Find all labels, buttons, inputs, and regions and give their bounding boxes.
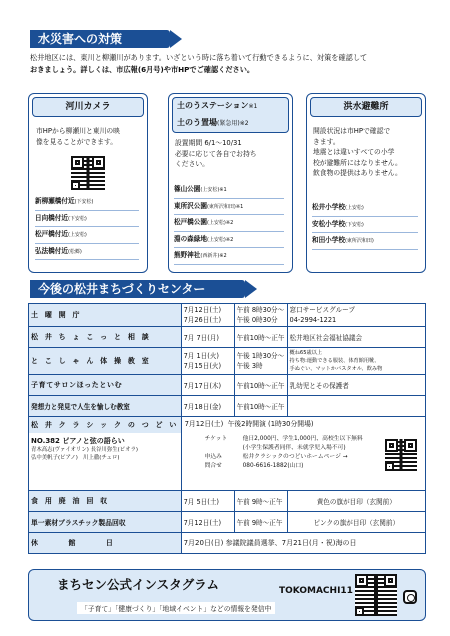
event-info	[287, 396, 425, 417]
list-item: 淵の森緑地(上安松)※2	[174, 232, 284, 249]
event-name: 子育てサロンほったといむ	[29, 375, 182, 396]
body-line: ください。	[175, 160, 209, 168]
flood-intro-line: おきましょう。詳しくは、市広報(6月号)や市HPでご確認ください。	[30, 65, 255, 74]
event-info: 黄色の旗が目印（玄関前）	[287, 491, 425, 512]
event-time: 午後2時開演 (1時30分開場)	[227, 420, 314, 428]
concert-subtitle: NO.382 ピアノと弦の語らい	[31, 437, 125, 445]
event-name: 発想力と発見で人生を愉しむ教室	[29, 396, 182, 417]
body-line: きます。	[313, 137, 340, 146]
table-row	[29, 396, 426, 417]
event-name: 食 用 廃 油 回 収	[29, 491, 182, 512]
event-info: ピンクの旗が目印（玄関前）	[287, 512, 425, 533]
list-item: 新柳瀬橋付近(下安松)	[35, 194, 139, 211]
table-row	[29, 327, 426, 348]
instagram-banner[interactable]	[28, 569, 426, 621]
event-date: 7月 5日(土)	[181, 491, 234, 512]
event-info: 概ね65歳以上 持ち物:運動できる服装、体育館用靴、 手ぬぐい、マットかバスタオル、飲み物	[287, 348, 425, 375]
list-item: 弘法橋付近(松郷)	[35, 244, 139, 261]
table-row	[29, 533, 426, 554]
sandbag-title: 土のうステーション※1 土のう置場(緊急用)※2	[172, 97, 289, 133]
list-item: 松井小学校(上安松)	[312, 200, 418, 217]
event-date: 7月17日(木)	[181, 375, 234, 396]
apply-row[interactable]: 申込み 松井クラシックのつどいホームページ →	[204, 454, 348, 460]
event-name: 松 井 ク ラ シ ッ ク の つ ど い NO.382 ピアノと弦の語らい 青木高志(ヴァイオリン) 長谷川弥生(ビオラ) 弘中美帆子(ピアノ) 川上徹(チェロ)	[29, 417, 182, 491]
shelter-locations	[312, 200, 418, 250]
flood-intro	[30, 52, 425, 76]
body-line: 市HPから柳瀬川と東川の映	[36, 127, 120, 135]
sandbag-locations	[174, 182, 284, 265]
event-date: 7月12日(土) 7月26日(土)	[181, 304, 234, 327]
body-line: 地震とは違いすべての小学	[313, 148, 395, 156]
instagram-note: 「子育て」「健康づくり」「地域イベント」などの情報を発信中	[77, 602, 275, 614]
event-date: 7月12日(土)	[181, 512, 234, 533]
instagram-handle: TOKOMACHI11	[279, 586, 353, 596]
instagram-icon[interactable]	[403, 590, 417, 604]
instagram-title: まちセン公式インスタグラム	[57, 577, 220, 592]
event-time: 午後 1時30分～ 午後 3時	[234, 348, 287, 375]
ticket-row: (小学生保護者同伴、未就学児入場不可)	[242, 445, 346, 451]
event-time: 午前 9時～正午	[234, 491, 287, 512]
schedule-table	[28, 303, 426, 554]
shelter-title: 洪水避難所	[310, 97, 422, 117]
event-date: 7月12日(土)	[184, 420, 224, 428]
table-row	[29, 348, 426, 375]
event-time: 午前10時～正午	[234, 396, 287, 417]
river-camera-title: 河川カメラ	[32, 97, 144, 117]
event-info: 松井地区社会福祉協議会	[287, 327, 425, 348]
flood-intro-line: 松井地区には、東川と柳瀬川があります。いざという時に落ち着いて行動できるように、対策を確認して	[30, 53, 368, 62]
event-name: 土 曜 開 庁	[29, 304, 182, 327]
event-date: 7月18日(金)	[181, 396, 234, 417]
body-line: 飲食物の提供はありません。	[313, 169, 402, 177]
event-name: 休 館 日	[29, 533, 182, 554]
event-date: 7月 1日(火) 7月15日(火)	[181, 348, 234, 375]
table-row	[29, 417, 426, 491]
river-camera-panel	[28, 93, 148, 273]
table-row	[29, 304, 426, 327]
body-line: 校が避難所にはなりません。	[313, 158, 402, 167]
list-item: 安松小学校(下安松)	[312, 217, 418, 234]
event-name: 単一素材プラスチック製品回収	[29, 512, 182, 533]
event-time: 午前10時～正午	[234, 375, 287, 396]
list-item: 東所沢公園(東所沢和田)※1	[174, 199, 284, 216]
list-item: 松戸橋公園(上安松)※2	[174, 215, 284, 232]
body-line: 像を見ることができます。	[36, 137, 118, 146]
list-item: 熊野神社(西新井)※2	[174, 248, 284, 265]
table-row	[29, 491, 426, 512]
event-time: 午前10時～正午	[234, 327, 287, 348]
table-row	[29, 512, 426, 533]
sandbag-panel	[168, 93, 293, 273]
body-line: 開設状況は市HPで確認で	[313, 127, 391, 135]
event-time: 午前 8時30分～ 午後 0時30分	[234, 304, 287, 327]
event-name: 松 井 ち ょ こ っ と 相 談	[29, 327, 182, 348]
event-name: と こ し ゃ ん 体 操 教 室	[29, 348, 182, 375]
shelter-body	[313, 126, 402, 179]
concert-details	[181, 417, 425, 491]
ticket-row: チケット 他日2,000円、学生1,000円、高校生以下無料	[204, 436, 363, 442]
list-item: 篠山公園(上安松)※1	[174, 182, 284, 199]
event-info: 窓口サービスグループ 04-2994-1221	[287, 304, 425, 327]
qr-code-icon[interactable]	[355, 574, 397, 616]
river-camera-body	[36, 126, 120, 147]
list-item: 和田小学校(東所沢和田)	[312, 233, 418, 250]
river-camera-locations	[35, 194, 139, 260]
performer: 弘中美帆子(ピアノ) 川上徹(チェロ)	[31, 455, 120, 461]
table-row	[29, 375, 426, 396]
list-item: 松戸橋付近(上安松)	[35, 227, 139, 244]
qr-code-icon[interactable]	[385, 439, 417, 471]
schedule-section-title: 今後の松井まちづくりセンター	[30, 280, 245, 298]
event-info: 乳幼児とその保護者	[287, 375, 425, 396]
event-info: 7月20日(日) 参議院議員選挙、7月21日(月・祝)海の日	[181, 533, 425, 554]
sandbag-body	[175, 138, 257, 170]
shelter-panel	[306, 93, 426, 273]
event-time: 午前 9時～正午	[234, 512, 287, 533]
body-line: 必要に応じて各自でお持ち	[175, 149, 257, 158]
flood-section-title: 水災害への対策	[30, 30, 170, 48]
qr-code-icon[interactable]	[71, 156, 105, 190]
performer: 青木高志(ヴァイオリン) 長谷川弥生(ビオラ)	[31, 447, 138, 453]
body-line: 設置期間 6/1～10/31	[175, 139, 242, 147]
event-date: 7月 7日(月)	[181, 327, 234, 348]
contact-row: 問合せ 080-6616-1882(山口)	[204, 463, 304, 469]
list-item: 日向橋付近(下安松)	[35, 211, 139, 228]
